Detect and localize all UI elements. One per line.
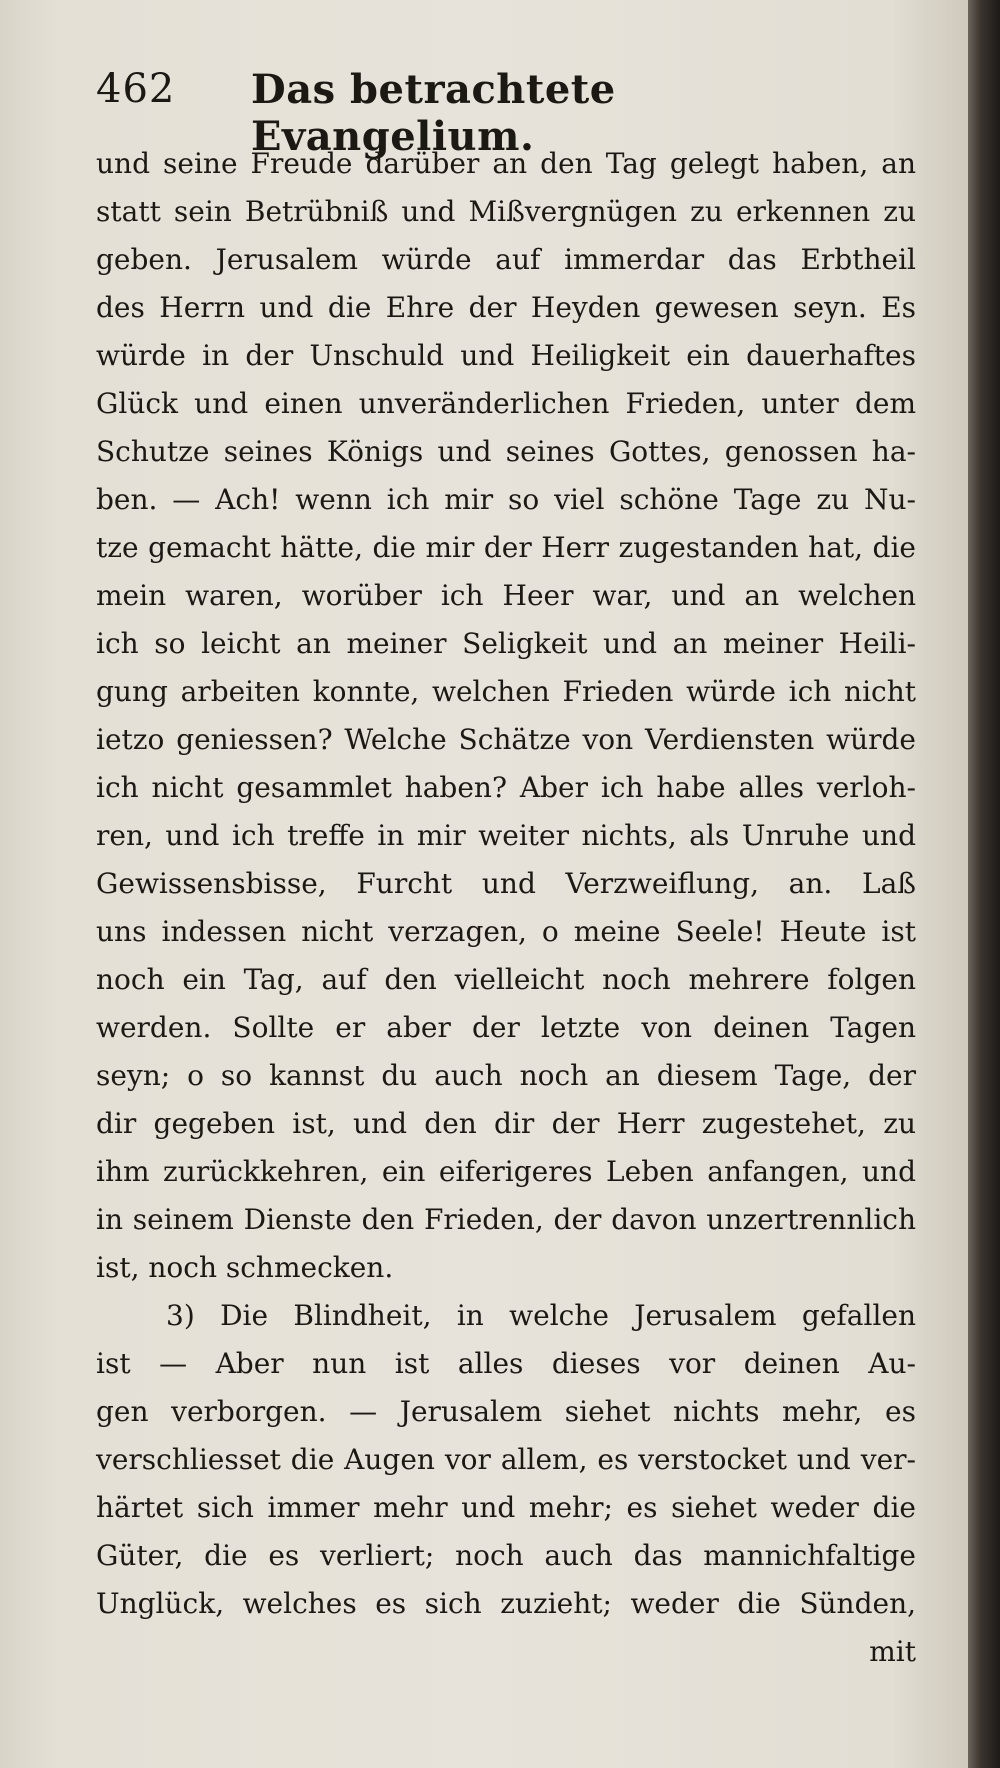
text-line: Güter, die es verliert; noch auch das mannichfaltige	[96, 1539, 916, 1572]
text-line: härtet sich immer mehr und mehr; es siehet weder die	[96, 1491, 916, 1524]
running-title: Das betrachtete Evangelium.	[251, 66, 616, 160]
text-line: noch ein Tag, auf den vielleicht noch mehrere folgen	[96, 963, 916, 996]
text-line: würde in der Unschuld und Heiligkeit ein dauerhaftes	[96, 339, 916, 372]
text-line: und seine Freude darüber an den Tag gelegt haben, an	[96, 147, 916, 180]
text-line: ist, noch schmecken.	[96, 1251, 394, 1284]
text-line: statt sein Betrübniß und Mißvergnügen zu erkennen zu	[96, 195, 916, 228]
text-line: verschliesset die Augen vor allem, es verstocket und ver-	[96, 1443, 916, 1476]
text-line: seyn; o so kannst du auch noch an diesem Tage, der	[96, 1059, 916, 1092]
catchword: mit	[869, 1635, 916, 1668]
text-line: ich nicht gesammlet haben? Aber ich habe alles verloh-	[96, 771, 916, 804]
page-header	[96, 58, 786, 160]
page-number: 462	[96, 66, 176, 112]
text-line: werden. Sollte er aber der letzte von deinen Tagen	[96, 1011, 916, 1044]
text-line: ihm zurückkehren, ein eiferigeres Leben anfangen, und	[96, 1155, 916, 1188]
text-line: des Herrn und die Ehre der Heyden gewesen seyn. Es	[96, 291, 916, 324]
body-text	[96, 140, 916, 1676]
page-edge	[968, 0, 1000, 1768]
text-line: mein waren, worüber ich Heer war, und an welchen	[96, 579, 916, 612]
text-line: gung arbeiten konnte, welchen Frieden würde ich nicht	[96, 675, 916, 708]
text-line: Glück und einen unveränderlichen Frieden, unter dem	[96, 387, 916, 420]
text-line: tze gemacht hätte, die mir der Herr zugestanden hat, die	[96, 531, 916, 564]
section-heading-line: 3) Die Blindheit, in welche Jerusalem gefallen	[166, 1299, 916, 1332]
text-line: ben. — Ach! wenn ich mir so viel schöne Tage zu Nu-	[96, 483, 916, 516]
text-line: ist — Aber nun ist alles dieses vor deinen Au-	[96, 1347, 916, 1380]
text-line: ich so leicht an meiner Seligkeit und an meiner Heili-	[96, 627, 916, 660]
text-line: Gewissensbisse, Furcht und Verzweiflung, an. Laß	[96, 867, 916, 900]
text-line: ren, und ich treffe in mir weiter nichts, als Unruhe und	[96, 819, 916, 852]
text-line: geben. Jerusalem würde auf immerdar das Erbtheil	[96, 243, 916, 276]
text-line: in seinem Dienste den Frieden, der davon unzertrennlich	[96, 1203, 916, 1236]
text-line: uns indessen nicht verzagen, o meine Seele! Heute ist	[96, 915, 916, 948]
text-line: gen verborgen. — Jerusalem siehet nichts mehr, es	[96, 1395, 916, 1428]
text-line: Unglück, welches es sich zuzieht; weder die Sünden,	[96, 1587, 916, 1620]
text-line: dir gegeben ist, und den dir der Herr zugestehet, zu	[96, 1107, 916, 1140]
text-line: ietzo geniessen? Welche Schätze von Verdiensten würde	[96, 723, 916, 756]
text-line: Schutze seines Königs und seines Gottes, genossen ha-	[96, 435, 916, 468]
